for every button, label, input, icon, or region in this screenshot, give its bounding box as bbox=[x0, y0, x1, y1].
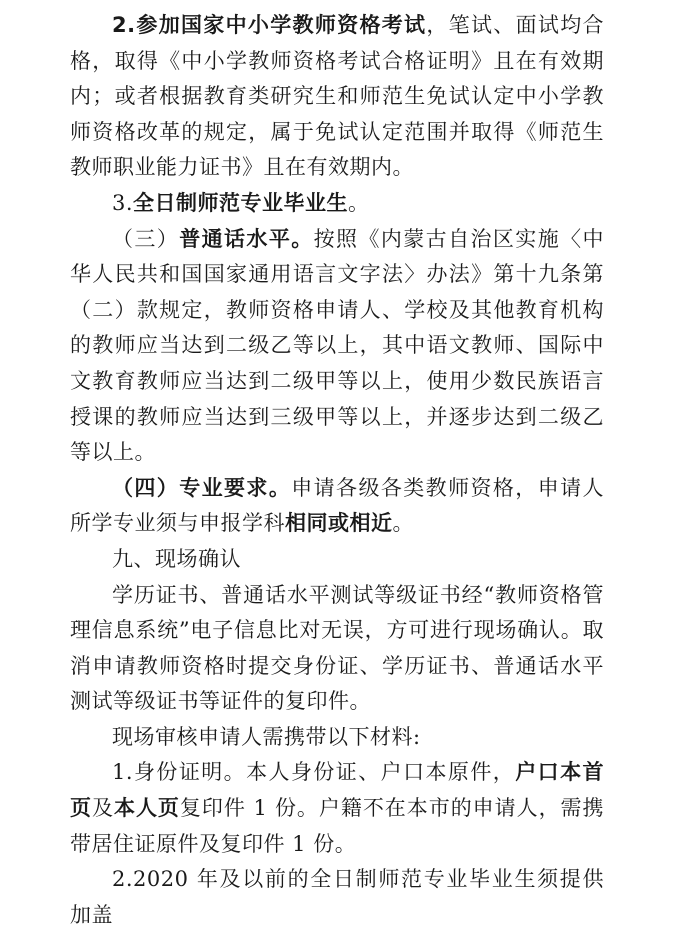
paragraph bbox=[70, 8, 604, 186]
text-run: 3. bbox=[112, 190, 134, 215]
text-run: 。 bbox=[392, 511, 414, 536]
paragraph bbox=[70, 542, 604, 578]
text-run: 及 bbox=[91, 796, 114, 821]
bold-text-run: 全日制师范专业毕业生 bbox=[133, 190, 349, 215]
text-run: 按照《内蒙古自治区实施〈中华人民共和国国家通用语言文字法〉办法》第十九条第（二）款规定，教师资格申请人、学校及其他教育机构的教师应当达到二级乙等以上，其中语文教师、国际中文教育教师应当达到二级甲等以上，使用少数民族语言授课的教师应当达到三级甲等以上，并逐步达到二级乙等以上。 bbox=[70, 226, 605, 465]
bold-text-run: 相同或相近 bbox=[285, 511, 393, 536]
text-run: 九、现场确认 bbox=[112, 546, 241, 571]
bold-text-run: 户口本首页 bbox=[70, 760, 604, 821]
paragraph bbox=[70, 186, 604, 222]
text-run: 复印件 1 份。户籍不在本市的申请人，需携带居住证原件及复印件 1 份。 bbox=[70, 796, 605, 856]
text-run: 。 bbox=[348, 190, 370, 215]
paragraph bbox=[70, 471, 604, 542]
text-run: 申请各级各类教师资格，申请人所学专业须与申报学科 bbox=[70, 475, 605, 536]
text-run: 学历证书、普通话水平测试等级证书经“教师资格管理信息系统”电子信息比对无误，方可进行现场确认。取消申请教师资格时提交身份证、学历证书、普通话水平测试等级证书等证件的复印件。 bbox=[70, 582, 604, 714]
paragraph bbox=[70, 720, 604, 756]
bold-text-run: 2.参加国家中小学教师资格考试 bbox=[112, 13, 427, 37]
paragraph bbox=[70, 578, 604, 720]
paragraph bbox=[70, 755, 604, 862]
text-run: 现场审核申请人需携带以下材料: bbox=[112, 724, 421, 749]
bold-text-run: （四）专业要求。 bbox=[112, 475, 292, 500]
text-run: 1.身份证明。本人身份证、户口本原件， bbox=[112, 760, 516, 785]
text-run: （三） bbox=[112, 226, 180, 251]
text-run: ，笔试、面试均合格，取得《中小学教师资格考试合格证明》且在有效期内；或者根据教育类研究生和师范生免试认定中小学教师资格改革的规定，属于免试认定范围并取得《师范生教师职业能力证书》且在有效期内。 bbox=[70, 13, 604, 180]
bold-text-run: 本人页 bbox=[113, 796, 180, 821]
paragraph bbox=[70, 222, 604, 471]
paragraph bbox=[70, 862, 604, 933]
bold-text-run: 普通话水平。 bbox=[179, 226, 314, 251]
document-body bbox=[70, 8, 604, 933]
text-run: 2.2020 年及以前的全日制师范专业毕业生须提供加盖 bbox=[70, 867, 604, 927]
